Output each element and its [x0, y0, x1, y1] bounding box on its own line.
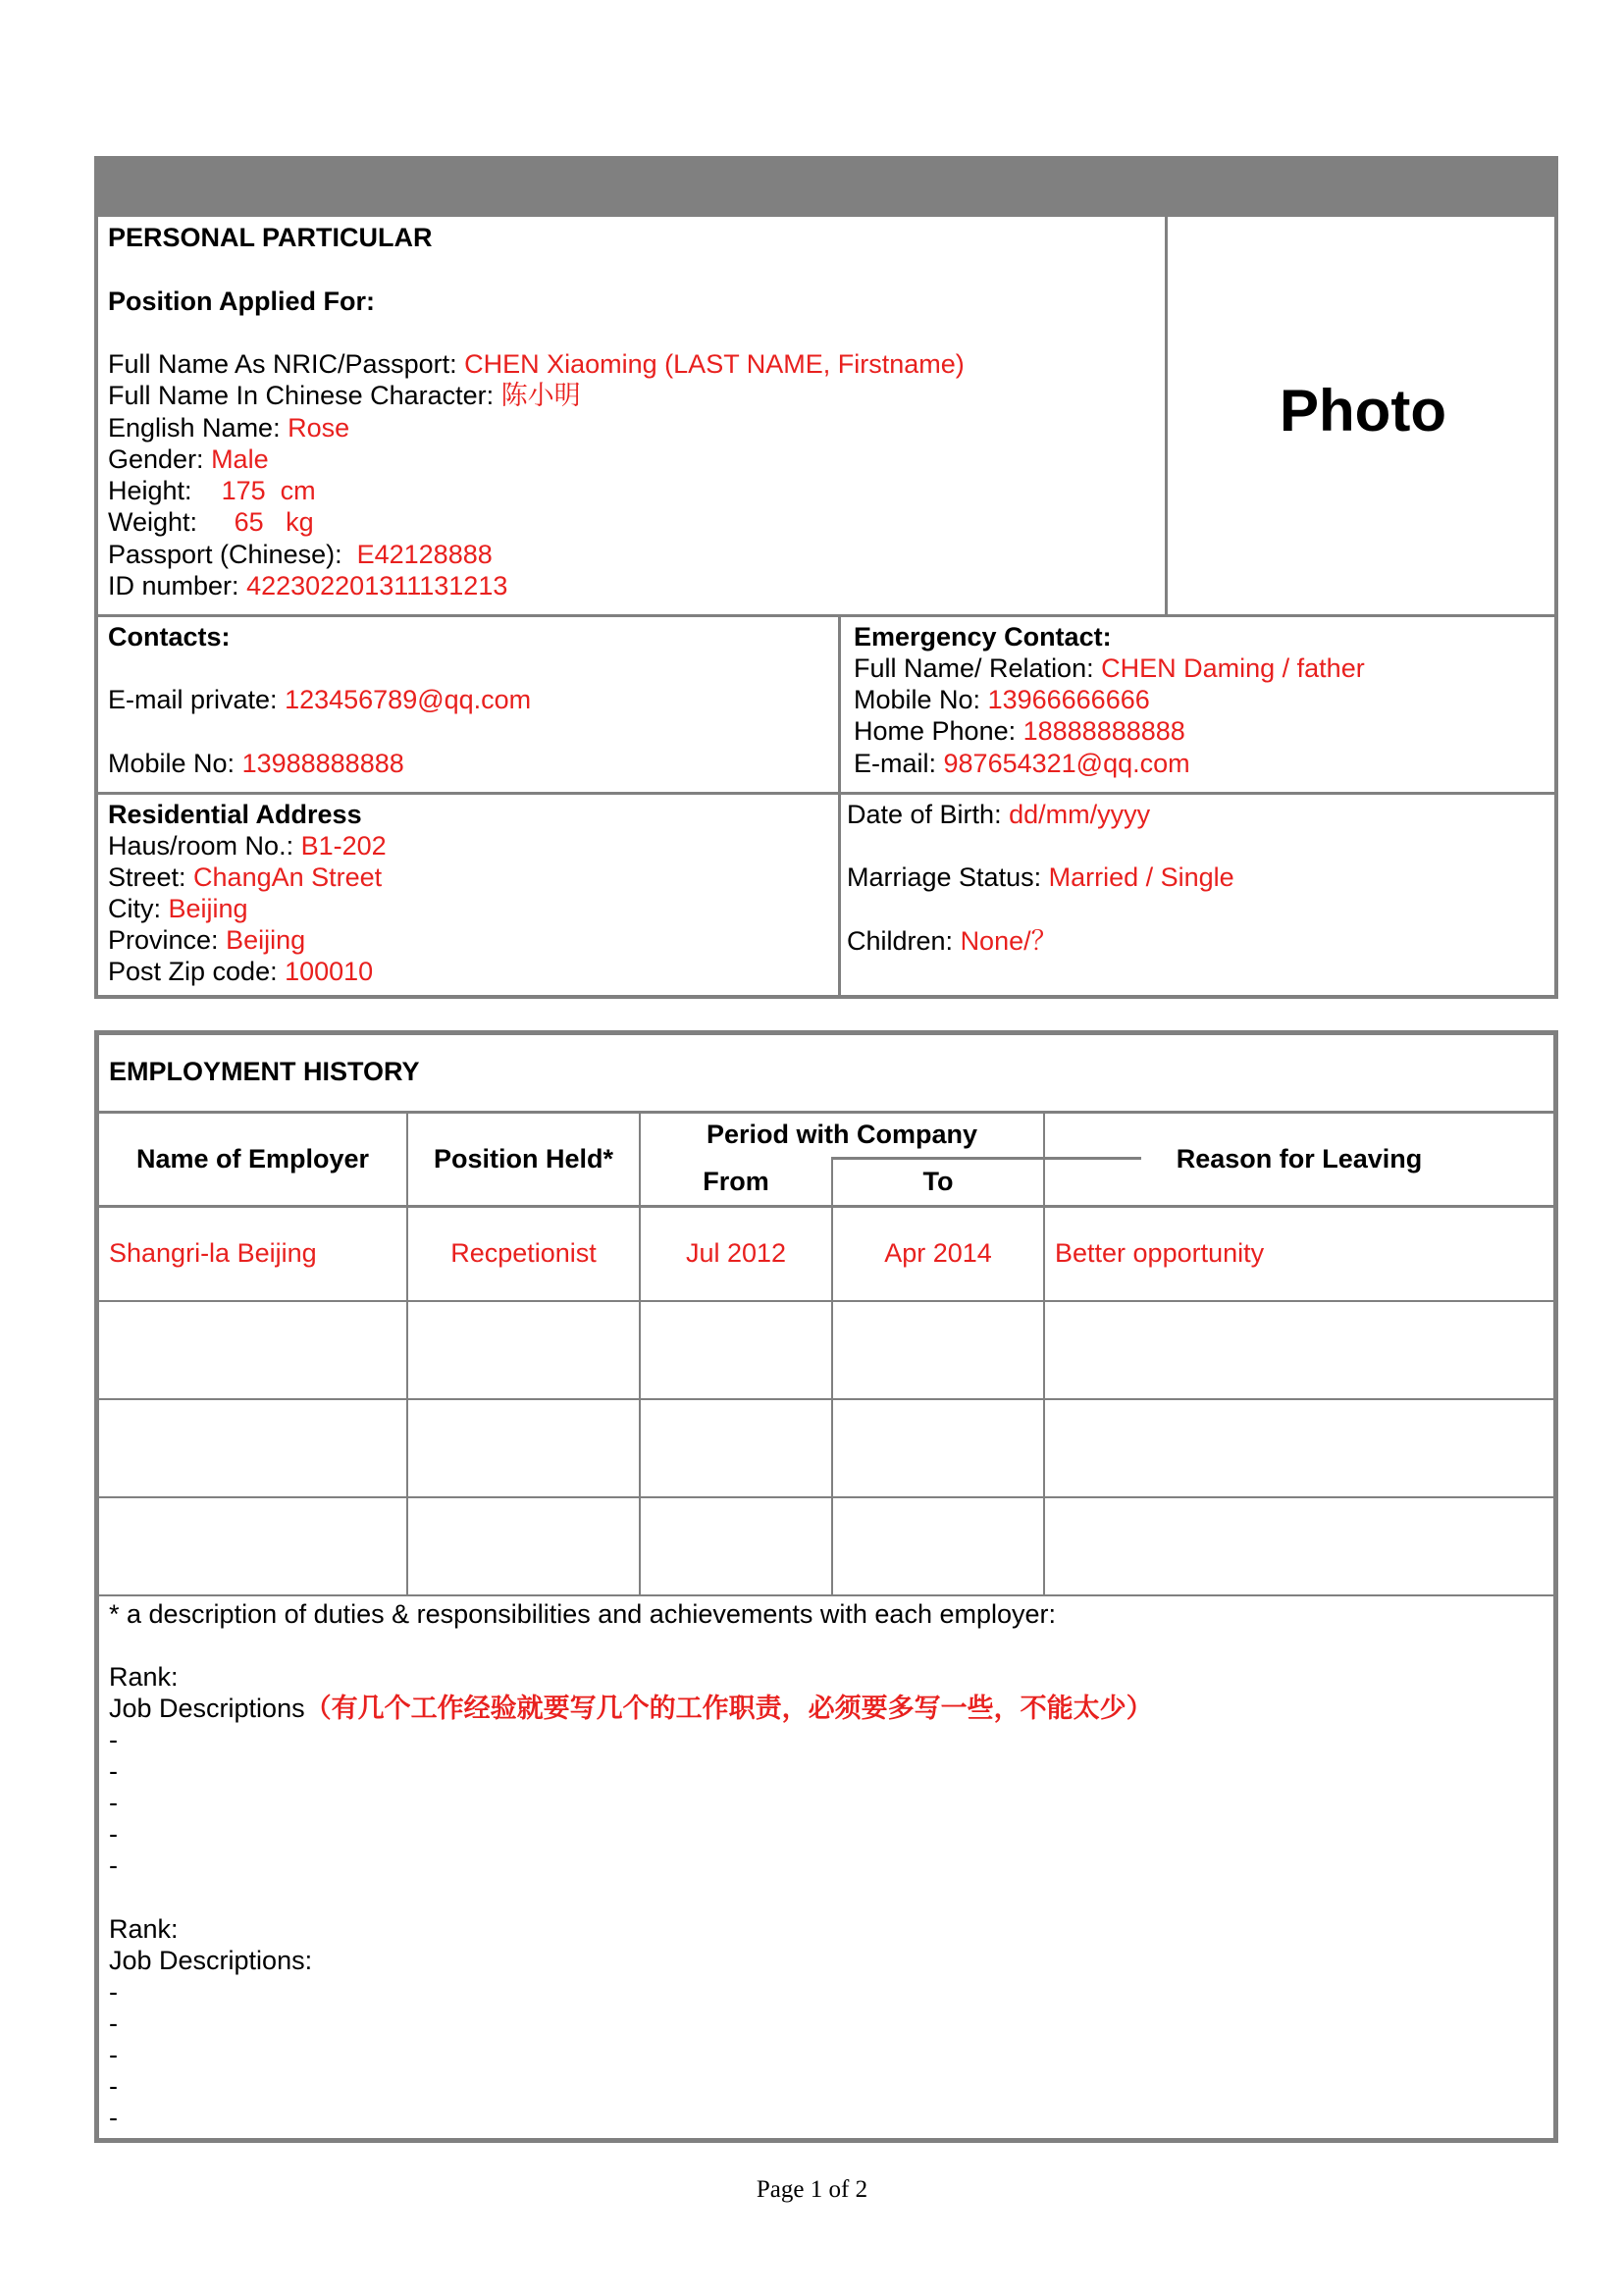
- field-value: 13966666666: [987, 685, 1150, 714]
- row-divider: [99, 1205, 1553, 1208]
- section-title: PERSONAL PARTICULAR: [108, 223, 433, 252]
- dash-item: -: [109, 2040, 118, 2069]
- row-divider: [99, 1111, 1553, 1114]
- description-note: * a description of duties & responsibilities and achievements with each employer:: [109, 1599, 1057, 1629]
- field-value: 65 kg: [234, 507, 314, 537]
- field-value: 175 cm: [221, 476, 316, 505]
- dash-item: -: [109, 1788, 118, 1817]
- field-value: 陈小明: [500, 381, 581, 410]
- cell-from: Jul 2012: [685, 1238, 787, 1268]
- row-divider: [98, 614, 1558, 617]
- field-label: Mobile No:: [854, 685, 988, 714]
- row-divider: [99, 1496, 1553, 1498]
- field-value: 987654321@qq.com: [943, 749, 1190, 778]
- header-position: Position Held*: [433, 1144, 613, 1174]
- field-label: Haus/room No.:: [108, 831, 301, 861]
- field-passport: [108, 539, 493, 570]
- cell-reason: Better opportunity: [1055, 1238, 1265, 1268]
- header-to: To: [922, 1167, 954, 1196]
- field-value: 100010: [285, 957, 374, 986]
- rank-label: Rank:: [109, 1914, 179, 1944]
- field-height: [108, 475, 316, 506]
- field-value: dd/mm/yyyy: [1009, 800, 1151, 829]
- dash-item: -: [109, 2071, 118, 2101]
- address-province: [108, 924, 305, 956]
- field-label: Street:: [108, 862, 194, 892]
- personal-particular-section: [94, 156, 1558, 999]
- employment-history-section: [94, 1030, 1558, 2143]
- contact-mobile: [108, 748, 404, 779]
- field-value: Male: [211, 444, 269, 474]
- emergency-email: [854, 748, 1190, 779]
- field-value: ChangAn Street: [193, 862, 383, 892]
- address-title: Residential Address: [108, 800, 362, 829]
- date-of-birth: [847, 799, 1150, 830]
- employment-title: EMPLOYMENT HISTORY: [109, 1057, 420, 1086]
- contact-email: [108, 684, 531, 715]
- field-label: E-mail:: [854, 749, 944, 778]
- field-value: CHEN Daming / father: [1101, 653, 1365, 683]
- contacts-title: Contacts:: [108, 622, 231, 652]
- photo-placeholder: [1168, 217, 1558, 614]
- field-value: Beijing: [226, 925, 306, 955]
- emergency-name: [854, 652, 1365, 684]
- job-descriptions-label: Job Descriptions:: [109, 1946, 313, 1975]
- field-label: Province:: [108, 925, 227, 955]
- dash-item: -: [109, 1851, 118, 1880]
- address-room: [108, 830, 387, 861]
- col-divider: [831, 1158, 833, 1595]
- col-divider: [1043, 1114, 1045, 1595]
- field-label: Full Name In Chinese Character:: [108, 381, 501, 410]
- field-full-name: [108, 348, 965, 380]
- dash-item: -: [109, 1819, 118, 1849]
- field-label: Mobile No:: [108, 749, 242, 778]
- header-from: From: [703, 1167, 769, 1196]
- address-zip: [108, 956, 373, 987]
- field-gender: [108, 443, 269, 475]
- dash-item: -: [109, 2008, 118, 2038]
- cell-to: Apr 2014: [884, 1238, 992, 1268]
- field-value: 18888888888: [1022, 716, 1185, 746]
- field-value: Beijing: [168, 894, 248, 923]
- page-number: Page 1 of 2: [756, 2176, 868, 2203]
- emergency-home-phone: [854, 715, 1185, 747]
- header-period: Period with Company: [706, 1120, 978, 1149]
- address-street: [108, 861, 382, 893]
- header-employer: Name of Employer: [135, 1144, 370, 1174]
- emergency-title: Emergency Contact:: [854, 622, 1112, 652]
- field-label: Weight:: [108, 507, 235, 537]
- field-label: Post Zip code:: [108, 957, 286, 986]
- cell-employer: Shangri-la Beijing: [109, 1238, 317, 1268]
- position-applied-label: Position Applied For:: [108, 287, 375, 316]
- field-value: B1-202: [300, 831, 387, 861]
- field-weight: [108, 506, 314, 538]
- emergency-mobile: [854, 684, 1150, 715]
- children: [847, 925, 1058, 957]
- field-label: Full Name As NRIC/Passport:: [108, 349, 465, 379]
- address-city: [108, 893, 248, 924]
- row-divider: [99, 1594, 1553, 1596]
- field-label: Height:: [108, 476, 222, 505]
- dash-item: -: [109, 1725, 118, 1754]
- field-label: Full Name/ Relation:: [854, 653, 1102, 683]
- field-label: Passport (Chinese):: [108, 540, 357, 569]
- section-header-bar: [98, 156, 1554, 215]
- field-label: Children:: [847, 926, 961, 956]
- contacts-divider: [838, 617, 841, 996]
- field-value: Married / Single: [1048, 862, 1234, 892]
- field-label: Marriage Status:: [847, 862, 1049, 892]
- dash-item: -: [109, 1977, 118, 2007]
- cell-position: Recpetionist: [450, 1238, 597, 1268]
- rank-label: Rank:: [109, 1662, 179, 1692]
- field-value: None/？: [960, 926, 1058, 956]
- field-value: 13988888888: [241, 749, 404, 778]
- header-reason: Reason for Leaving: [1176, 1144, 1423, 1174]
- field-value: 422302201311131213: [246, 571, 508, 600]
- field-value: CHEN Xiaoming (LAST NAME, Firstname): [464, 349, 965, 379]
- field-label: Date of Birth:: [847, 800, 1010, 829]
- field-label: City:: [108, 894, 169, 923]
- row-divider: [99, 1300, 1553, 1302]
- field-value: Rose: [288, 413, 350, 443]
- job-descriptions-note: （有几个工作经验就要写几个的工作职责，必须要多写一些，不能太少）: [304, 1694, 1153, 1724]
- marriage-status: [847, 861, 1234, 893]
- field-chinese-name: [108, 380, 581, 411]
- job-descriptions-label: Job Descriptions: [109, 1694, 305, 1723]
- dash-item: -: [109, 2103, 118, 2132]
- job-descriptions: [109, 1693, 1153, 1725]
- row-divider: [98, 792, 1558, 795]
- row-divider: [99, 1398, 1553, 1400]
- photo-label: Photo: [1280, 378, 1446, 443]
- field-label: ID number:: [108, 571, 247, 600]
- field-english-name: [108, 412, 349, 443]
- field-label: Gender:: [108, 444, 212, 474]
- field-label: English Name:: [108, 413, 288, 443]
- col-divider: [406, 1114, 408, 1595]
- field-value: 123456789@qq.com: [285, 685, 532, 714]
- field-id-number: [108, 570, 507, 601]
- field-label: Home Phone:: [854, 716, 1023, 746]
- field-label: E-mail private:: [108, 685, 286, 714]
- dash-item: -: [109, 1756, 118, 1786]
- field-value: E42128888: [356, 540, 493, 569]
